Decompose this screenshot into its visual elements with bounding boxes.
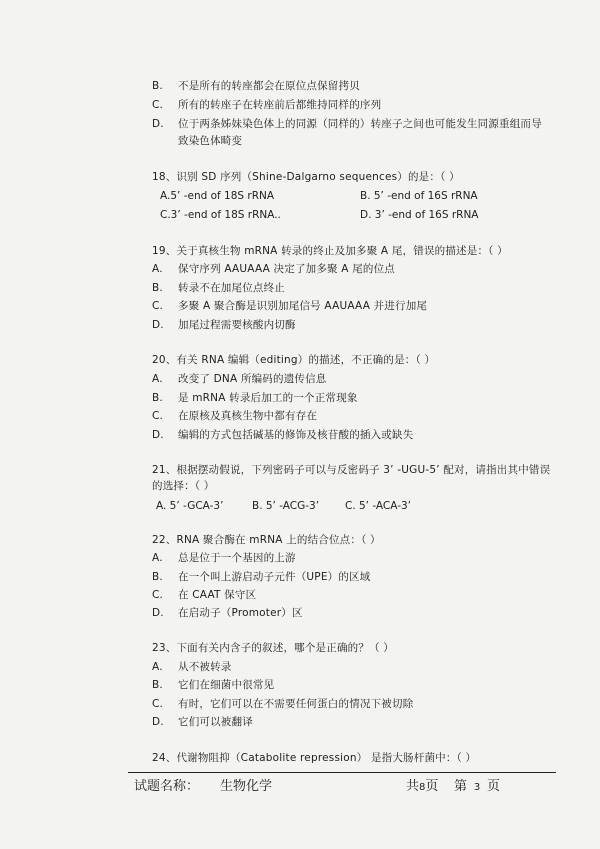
prev-option-b: B. 不是所有的转座都会在原位点保留拷贝 <box>152 80 360 92</box>
question-22-stem: 22、RNA 聚合酶在 mRNA 上的结合位点：（ ） <box>152 534 381 546</box>
question-22-option-d: D. 在启动子（Promoter）区 <box>152 607 303 619</box>
question-20-stem: 20、有关 RNA 编辑（editing）的描述，不正确的是：（ ） <box>152 354 436 366</box>
footer-subject: 生物化学 <box>220 779 273 794</box>
question-22-option-a: A. 总是位于一个基因的上游 <box>152 552 296 564</box>
question-18-option-a: A.5’ -end of 18S rRNA <box>160 190 275 202</box>
question-19-option-c: C. 多聚 A 聚合酶是识别加尾信号 AAUAAA 并进行加尾 <box>152 300 428 312</box>
question-20-option-b: B. 是 mRNA 转录后加工的一个正常现象 <box>152 392 358 404</box>
footer-label: 试题名称： <box>134 779 200 794</box>
question-18-option-d: D. 3’ -end of 16S rRNA <box>360 209 479 221</box>
footer-rule <box>128 772 556 773</box>
prev-option-c: C. 所有的转座子在转座前后都维持同样的序列 <box>152 99 382 111</box>
question-21-stem-continued: 的选择：（ ） <box>152 480 215 492</box>
question-20-option-d: D. 编辑的方式包括碱基的修饰及核苷酸的插入或缺失 <box>152 429 414 441</box>
question-21-stem: 21、根据摆动假说，下列密码子可以与反密码子 3’ -UGU-5’ 配对，请指出其中错误 <box>152 464 551 476</box>
question-19-option-d: D. 加尾过程需要核酸内切酶 <box>152 319 296 331</box>
question-18-option-b: B. 5’ -end of 16S rRNA <box>360 190 478 202</box>
question-19-option-a: A. 保守序列 AAUAAA 决定了加多聚 A 尾的位点 <box>152 263 396 275</box>
question-20-option-c: C. 在原核及真核生物中都有存在 <box>152 410 318 422</box>
question-23-option-a: A. 从不被转录 <box>152 661 232 673</box>
question-18-stem: 18、识别 SD 序列（Shine-Dalgarno sequences）的是：（ ） <box>152 171 460 183</box>
question-21-option-c: C. 5’ -ACA-3’ <box>345 500 412 512</box>
footer-page-count: 共8页 <box>406 779 439 794</box>
question-19-option-b: B. 转录不在加尾位点终止 <box>152 282 285 294</box>
question-21-option-a: A. 5’ -GCA-3’ <box>156 500 224 512</box>
question-24-stem: 24、代谢物阻抑（Catabolite repression） 是指大肠杆菌中：（ ） <box>152 752 477 764</box>
question-23-option-c: C. 有时，它们可以在不需要任何蛋白的情况下被切除 <box>152 698 414 710</box>
question-22-option-b: B. 在一个叫上游启动子元件（UPE）的区域 <box>152 571 371 583</box>
prev-option-d: D. 位于两条姊妹染色体上的同源（同样的）转座子之间也可能发生同源重组而导 <box>152 118 542 130</box>
question-19-stem: 19、关于真核生物 mRNA 转录的终止及加多聚 A 尾，错误的描述是：（ ） <box>152 245 508 257</box>
footer-page-number: 第 3 页 <box>454 779 501 794</box>
question-23-stem: 23、下面有关内含子的叙述，哪个是正确的？（ ） <box>152 642 394 654</box>
question-18-option-c: C.3’ -end of 18S rRNA.. <box>160 209 281 221</box>
question-20-option-a: A. 改变了 DNA 所编码的遗传信息 <box>152 373 327 385</box>
prev-option-d-continued: 致染色体畸变 <box>178 135 243 147</box>
question-21-option-b: B. 5’ -ACG-3’ <box>252 500 320 512</box>
question-23-option-b: B. 它们在细菌中很常见 <box>152 679 275 691</box>
question-22-option-c: C. 在 CAAT 保守区 <box>152 589 257 601</box>
question-23-option-d: D. 它们可以被翻译 <box>152 716 253 728</box>
